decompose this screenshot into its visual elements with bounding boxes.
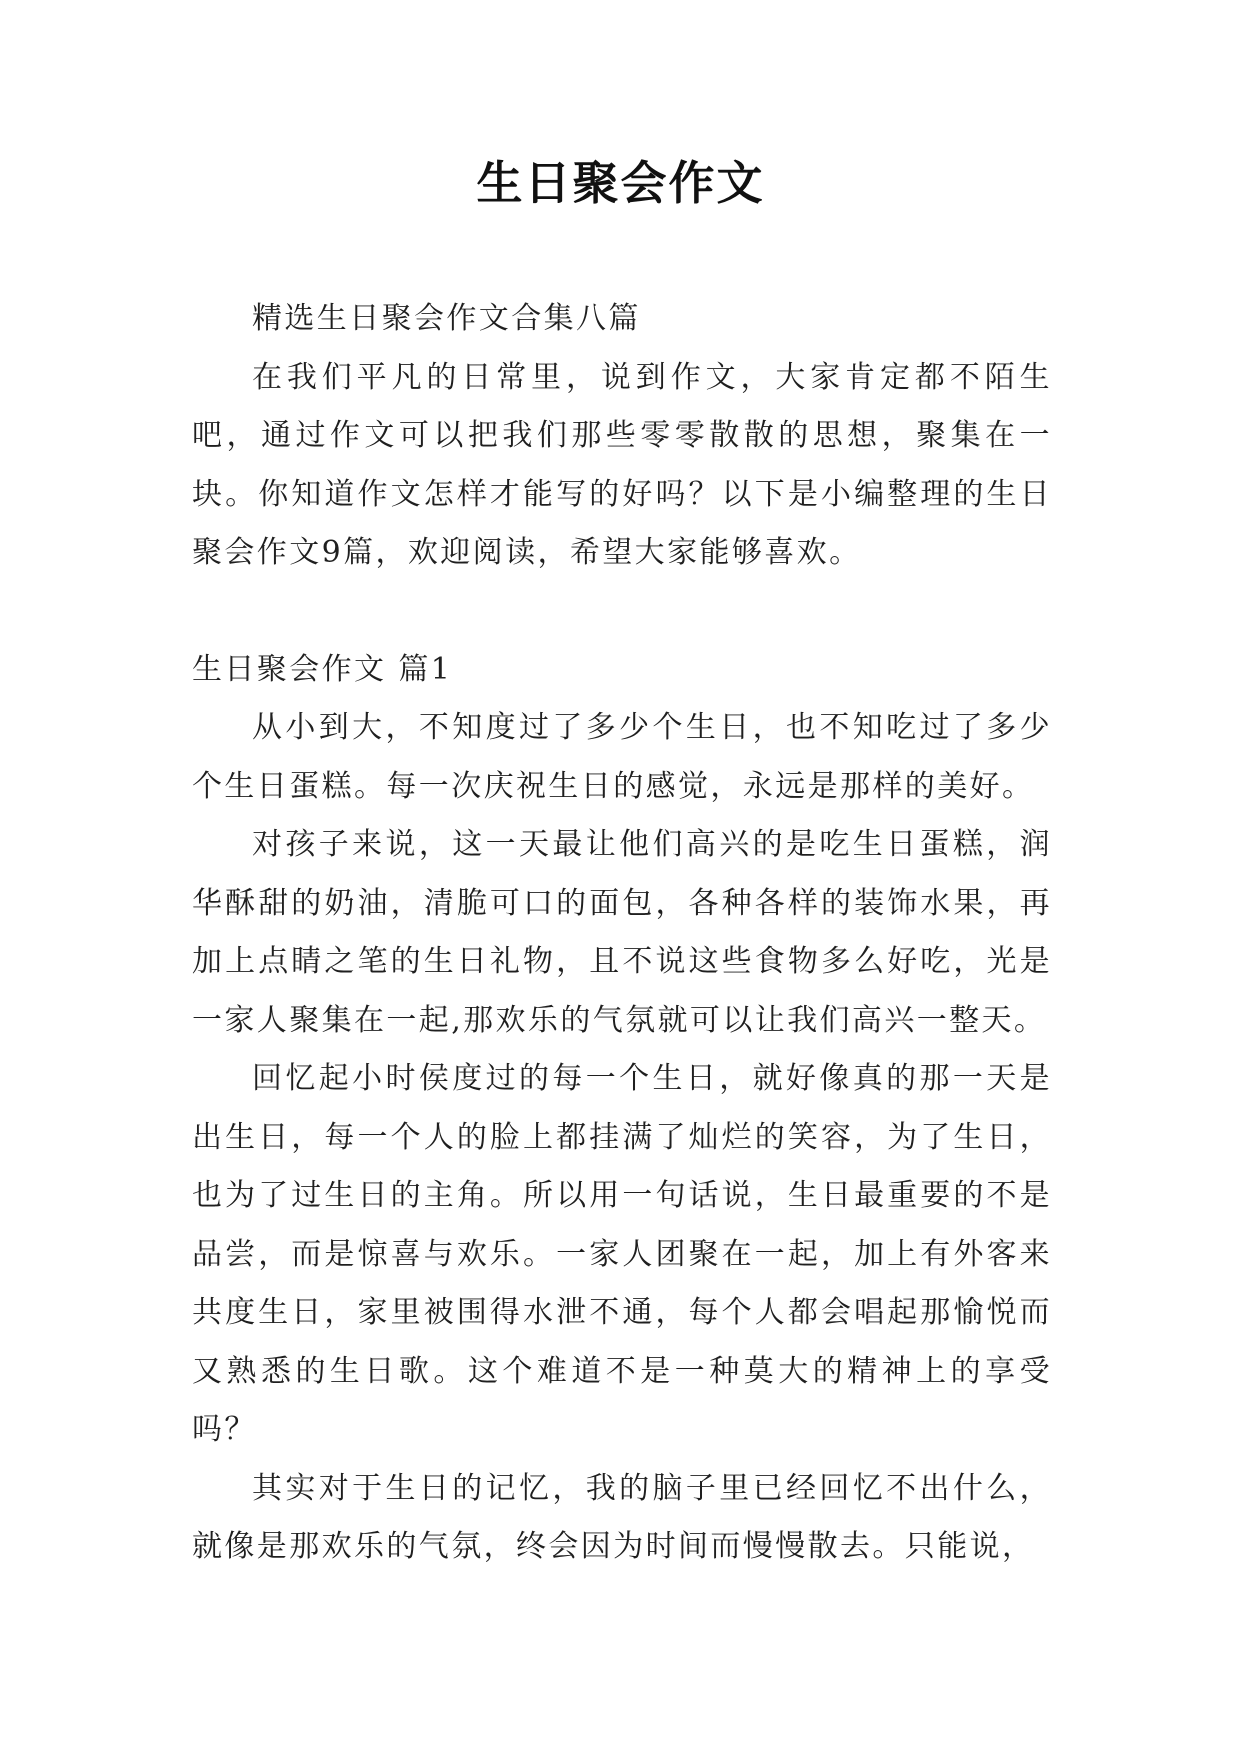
intro-paragraph: 在我们平凡的日常里，说到作文，大家肯定都不陌生吧，通过作文可以把我们那些零零散散的思想，聚集在一块。你知道作文怎样才能写的好吗？以下是小编整理的生日聚会作文9篇，欢迎阅读，希望大家能够喜欢。 [192, 359, 1052, 570]
document-subtitle: 精选生日聚会作文合集八篇 [252, 301, 641, 336]
body-paragraph: 其实对于生日的记忆，我的脑子里已经回忆不出什么，就像是那欢乐的气氛，终会因为时间而慢慢散去。只能说， [192, 1470, 1052, 1564]
body-paragraph: 从小到大，不知度过了多少个生日，也不知吃过了多少个生日蛋糕。每一次庆祝生日的感觉，永远是那样的美好。 [192, 710, 1052, 804]
document-title: 生日聚会作文 [476, 156, 765, 210]
document-body [192, 290, 1052, 1577]
section-heading: 生日聚会作文 篇1 [192, 651, 453, 687]
body-paragraph: 回忆起小时侯度过的每一个生日，就好像真的那一天是出生日，每一个人的脸上都挂满了灿烂的笑容，为了生日，也为了过生日的主角。所以用一句话说，生日最重要的不是品尝，而是惊喜与欢乐。一家人团聚在一起，加上有外客来共度生日，家里被围得水泄不通，每个人都会唱起那愉悦而又熟悉的生日歌。这个难道不是一种莫大的精神上的享受吗？ [192, 1061, 1052, 1447]
body-paragraph: 对孩子来说，这一天最让他们高兴的是吃生日蛋糕，润华酥甜的奶油，清脆可口的面包，各种各样的装饰水果，再加上点睛之笔的生日礼物，且不说这些食物多么好吃，光是一家人聚集在一起,那欢乐的气氛就可以让我们高兴一整天。 [192, 827, 1052, 1038]
